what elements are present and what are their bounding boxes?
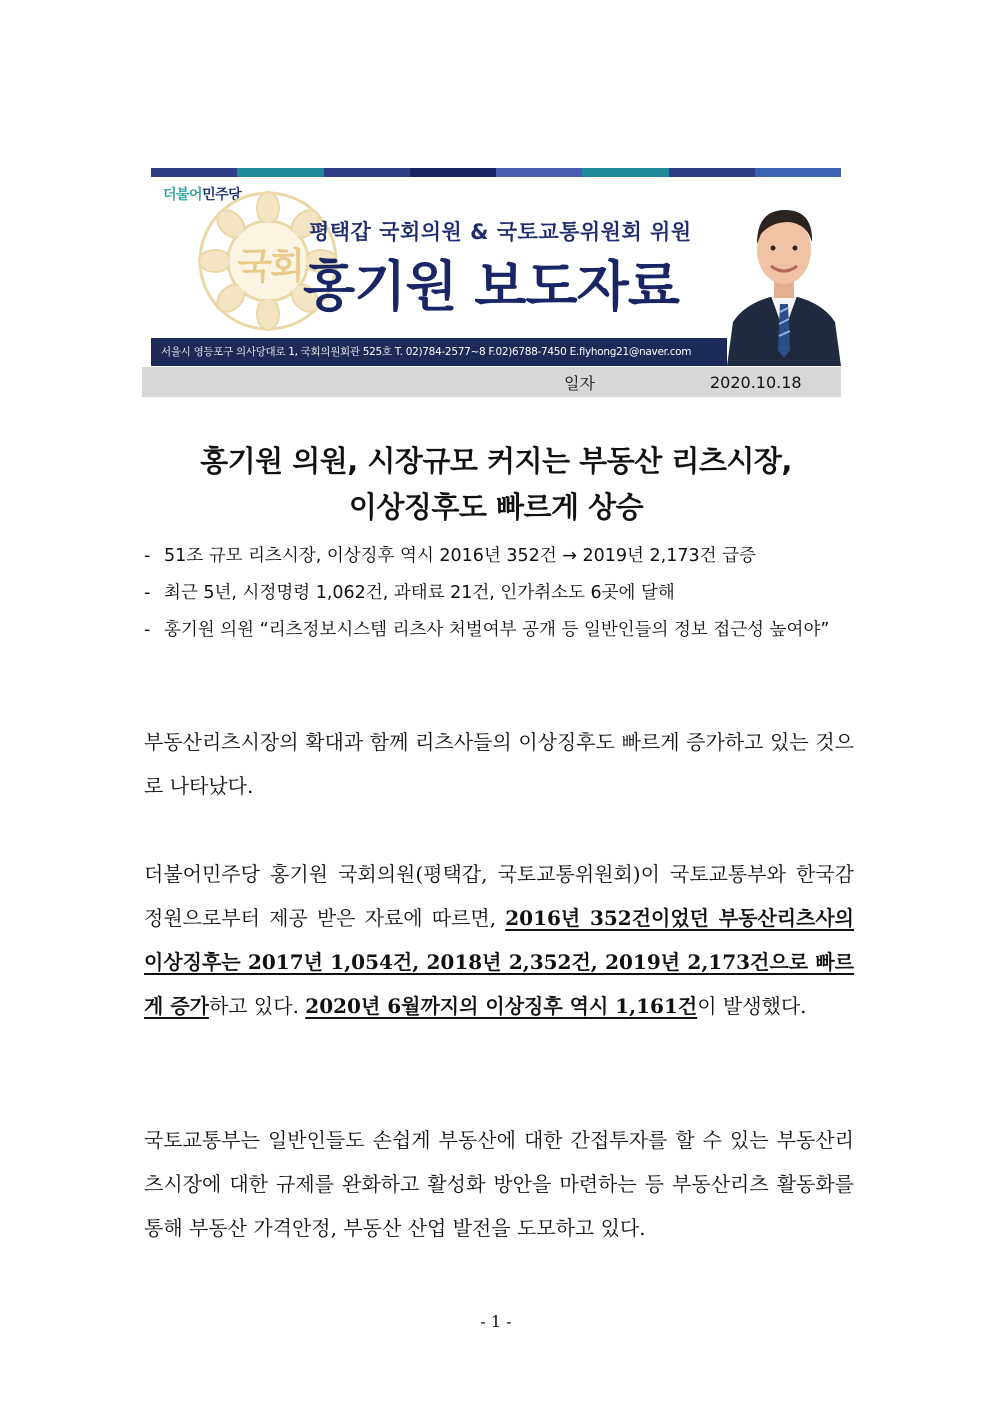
date-label: 일자	[564, 374, 595, 393]
body-paragraph-1: 부동산리츠시장의 확대과 함께 리츠사들의 이상징후도 빠르게 증가하고 있는 것으로 나타났다.	[144, 730, 854, 798]
banner-title: 홍기원 보도자료	[303, 255, 679, 318]
summary-bullet: - 51조 규모 리츠시장, 이상징후 역시 2016년 352건 → 2019년 2,173건 급증	[144, 538, 856, 575]
lawmaker-portrait	[727, 182, 841, 366]
seal-label: 국회	[237, 246, 303, 287]
banner-color-stripe	[151, 168, 841, 177]
summary-bullet: - 홍기원 의원 “리츠정보시스템 리츠사 처벌여부 공개 등 일반인들의 정보 접근성 높여야”	[144, 612, 856, 649]
press-release-banner	[151, 168, 841, 366]
party-logo: 더불어민주당	[163, 187, 242, 203]
summary-bullet: - 최근 5년, 시정명령 1,062건, 과태료 21건, 인가취소도 6곳에 달해	[144, 575, 856, 612]
banner-subtitle: 평택갑 국회의원 & 국토교통위원회 위원	[309, 220, 692, 244]
headline-line-1: 홍기원 의원, 시장규모 커지는 부동산 리츠시장,	[200, 444, 792, 478]
date-value: 2020.10.18	[710, 373, 802, 392]
body-paragraph-2	[144, 852, 854, 1028]
headline-line-2: 이상징후도 빠르게 상승	[348, 490, 644, 524]
date-bar	[142, 367, 841, 397]
highlighted-statistic: 2016년 352건이었던 부동산리츠사의 이상징후는 2017년 1,054건, 2018년 2,352건, 2019년 2,173건으로 빠르게 증가	[144, 906, 854, 1018]
summary-bullet-list	[144, 538, 856, 649]
page-number: - 1 -	[480, 1312, 512, 1331]
contact-info-bar: 서울시 영등포구 의사당대로 1, 국회의원회관 525호 T. 02)784-2577~8 F.02)6788-7450 E.flyhong21@naver.com	[151, 338, 727, 366]
body-paragraph-3: 국토교통부는 일반인들도 손쉽게 부동산에 대한 간접투자를 할 수 있는 부동산리츠시장에 대한 규제를 완화하고 활성화 방안을 마련하는 등 부동산리츠 활동화를 통해 부동산 가격안정, 부동산 산업 발전을 도모하고 있다.	[144, 1128, 854, 1240]
highlighted-statistic: 2020년 6월까지의 이상징후 역시 1,161건	[305, 994, 698, 1018]
paragraph-text: 하고 있다.	[208, 994, 306, 1018]
paragraph-text: 이 발생했다.	[697, 994, 807, 1018]
paragraph-text: 더불어민주당 홍기원 국회의원(평택갑, 국토교통위원회)이 국토교통부와 한국감정원으로부터 제공 받은 자료에 따르면,	[144, 862, 854, 930]
headline	[120, 438, 872, 530]
